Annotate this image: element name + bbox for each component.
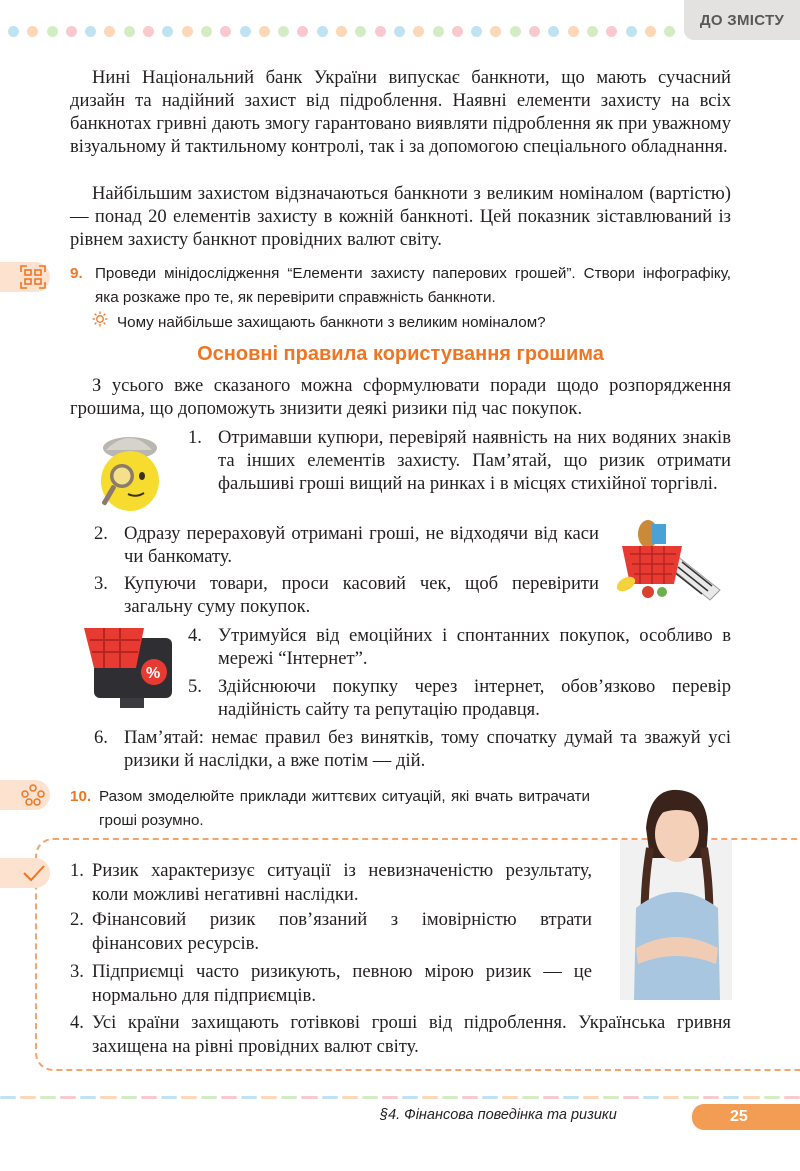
footer-dash: [100, 1096, 116, 1099]
intro-paragraph-2: Найбільшим захистом відзначаються банкноти з великим номіналом (вартістю) — понад 20 елементів захисту в кожній банкноті. Цей показник зіставлюваний із рівнем захисту банкнот провідних валют світу.: [70, 183, 731, 250]
footer-dash: [522, 1096, 538, 1099]
footer-dash: [241, 1096, 257, 1099]
rule-item: [188, 624, 731, 670]
footer-dash: [462, 1096, 478, 1099]
footer-dash: [402, 1096, 418, 1099]
summary-text: Фінансовий ризик пов’язаний з імовірністю втрати фінансових ресурсів.: [92, 909, 592, 954]
summary-number: 3.: [70, 961, 84, 982]
online-shopping-image: [82, 620, 178, 712]
summary-item: [70, 908, 592, 956]
summary-text: Ризик характеризує ситуації із невизначеністю результату, коли можливі негативні наслідки.: [92, 860, 592, 905]
footer-dash: [60, 1096, 76, 1099]
header-dot: [162, 26, 173, 37]
header-dot: [471, 26, 482, 37]
rule-number: 4.: [188, 625, 202, 646]
footer-dash: [342, 1096, 358, 1099]
rule-number: 5.: [188, 676, 202, 697]
rule-number: 2.: [94, 523, 108, 544]
footer-dash: [201, 1096, 217, 1099]
header-dot: [355, 26, 366, 37]
sun-icon: [92, 311, 108, 335]
rule-text: Пам’ятай: немає правил без винятків, тому спочатку думай та зважуй усі ризики й наслідки, а вже потім — дій.: [124, 727, 731, 771]
header-dot: [297, 26, 308, 37]
summary-item: [70, 859, 592, 907]
summary-text: Підприємці часто ризикують, певною мірою ризик — це нормально для підприємців.: [92, 961, 592, 1006]
footer-dash: [442, 1096, 458, 1099]
footer-dash: [362, 1096, 378, 1099]
task-10: [70, 785, 590, 833]
rule-item: [188, 426, 731, 495]
rule-text: Утримуйся від емоційних і спонтанних покупок, особливо в мережі “Інтернет”.: [218, 625, 731, 669]
footer-dash: [0, 1096, 16, 1099]
rule-number: 3.: [94, 573, 108, 594]
footer-dash: [141, 1096, 157, 1099]
summary-item: [70, 1011, 731, 1059]
header-dot: [490, 26, 501, 37]
header-dot: [375, 26, 386, 37]
header-dot: [664, 26, 675, 37]
header-dot: [124, 26, 135, 37]
header-dot: [568, 26, 579, 37]
header-dot: [510, 26, 521, 37]
footer-dash: [482, 1096, 498, 1099]
footer-dash: [121, 1096, 137, 1099]
header-dot: [606, 26, 617, 37]
task-9-question: [92, 311, 712, 335]
rule-item: [94, 522, 599, 568]
footer-dash: [743, 1096, 759, 1099]
shopping-basket-receipt-image: [612, 512, 724, 604]
footer-dash: [703, 1096, 719, 1099]
summary-number: 2.: [70, 909, 84, 930]
intro-paragraph-1: Нині Національний банк України випускає банкноти, що мають сучасний дизайн та надійний захист від підроблення. Наявні елементи захисту на всіх банкнотах гривні дають змогу гарантовано виявляти підроблення як при уважному візуальному й тактильному контролі, так і за допомогою спеціального обладнання.: [70, 67, 731, 157]
rule-number: 1.: [188, 427, 202, 448]
header-dot: [278, 26, 289, 37]
header-dot-row: [8, 26, 698, 40]
footer-dash: [422, 1096, 438, 1099]
footer-dash: [161, 1096, 177, 1099]
footer-dash: [281, 1096, 297, 1099]
header-dot: [143, 26, 154, 37]
footer-divider: [0, 1096, 800, 1099]
footer-dash: [261, 1096, 277, 1099]
header-dot: [587, 26, 598, 37]
header-dot: [336, 26, 347, 37]
footer-dash: [683, 1096, 699, 1099]
task-9-number: 9.: [70, 265, 83, 282]
task-9: [70, 262, 731, 310]
summary-item: [70, 960, 592, 1008]
task-9-text: Проведи мінідослідження “Елементи захисту паперових грошей”. Створи інфографіку, яка розкаже про те, як перевірити справжність банкноти.: [95, 265, 731, 306]
header-dot: [529, 26, 540, 37]
footer-dash: [382, 1096, 398, 1099]
header-dot: [413, 26, 424, 37]
qr-frame-icon: [20, 265, 46, 289]
footer-dash: [663, 1096, 679, 1099]
footer-dash: [301, 1096, 317, 1099]
summary-number: 4.: [70, 1012, 84, 1033]
footer-dash: [20, 1096, 36, 1099]
footer-dash: [40, 1096, 56, 1099]
rule-text: Отримавши купюри, перевіряй наявність на них водяних знаків та інших елементів захисту. Пам’ятай, що ризик отримати фальшиві гроші вищий на ринках і в місцях стихійної торгівлі.: [218, 427, 731, 494]
header-dot: [240, 26, 251, 37]
footer-dash: [723, 1096, 739, 1099]
header-dot: [66, 26, 77, 37]
research-task-icon: [0, 262, 50, 292]
rule-text: Здійснюючи покупку через інтернет, обов’язково перевір надійність сайту та репутацію продавця.: [218, 676, 731, 720]
header-dot: [85, 26, 96, 37]
rule-text: Купуючи товари, проси касовий чек, щоб перевірити загальну суму покупок.: [124, 573, 599, 617]
header-dot: [259, 26, 270, 37]
header-dot: [182, 26, 193, 37]
footer-dash: [603, 1096, 619, 1099]
header-dot: [201, 26, 212, 37]
header-dot: [433, 26, 444, 37]
header-dot: [220, 26, 231, 37]
footer-dash: [623, 1096, 639, 1099]
rule-text: Одразу перераховуй отримані гроші, не відходячи від каси чи банкомату.: [124, 523, 599, 567]
rule-item: [188, 675, 731, 721]
rule-item: [94, 726, 731, 772]
table-of-contents-link[interactable]: ДО ЗМІСТУ: [684, 0, 800, 40]
section-intro: З усього вже сказаного можна сформулювати поради щодо розпорядження грошима, що допоможуть знизити деякі ризики під час покупок.: [70, 375, 731, 419]
footer-dash: [221, 1096, 237, 1099]
rule-number: 6.: [94, 727, 108, 748]
group-task-icon: [0, 780, 50, 810]
header-dot: [104, 26, 115, 37]
header-dot: [47, 26, 58, 37]
header-dot: [8, 26, 19, 37]
checkmark-icon: [22, 863, 46, 883]
task-10-number: 10.: [70, 788, 92, 805]
footer-dash: [563, 1096, 579, 1099]
header-dot: [645, 26, 656, 37]
footer-dash: [181, 1096, 197, 1099]
footer-dash: [80, 1096, 96, 1099]
header-dot: [317, 26, 328, 37]
task-9-question-text: Чому найбільше захищають банкноти з великим номіналом?: [117, 314, 546, 331]
rule-item: [94, 572, 599, 618]
footer-dash: [583, 1096, 599, 1099]
section-heading: Основні правила користування грошима: [197, 343, 604, 365]
detective-emoji-image: [92, 426, 162, 514]
header-dot: [27, 26, 38, 37]
footer-dash: [543, 1096, 559, 1099]
footer-section-title: §4. Фінансова поведінка та ризики: [380, 1107, 617, 1123]
header-dot: [626, 26, 637, 37]
header-dot: [548, 26, 559, 37]
header-dot: [452, 26, 463, 37]
task-10-text: Разом змоделюйте приклади життєвих ситуацій, які вчать витрачати гроші розумно.: [99, 788, 590, 829]
svg-text:%: %: [146, 665, 161, 682]
footer-dash: [502, 1096, 518, 1099]
footer-dash: [643, 1096, 659, 1099]
page-number: 25: [692, 1104, 800, 1130]
summary-text: Усі країни захищають готівкові гроші від підроблення. Українська гривня захищена на рівні провідних валют світу.: [92, 1012, 731, 1057]
summary-number: 1.: [70, 860, 84, 881]
header-dot: [394, 26, 405, 37]
people-group-icon: [20, 783, 46, 807]
footer-dash: [322, 1096, 338, 1099]
summary-check-icon-tab: [0, 858, 50, 888]
footer-dash: [784, 1096, 800, 1099]
footer-dash: [764, 1096, 780, 1099]
thinking-girl-image: [620, 788, 732, 1000]
